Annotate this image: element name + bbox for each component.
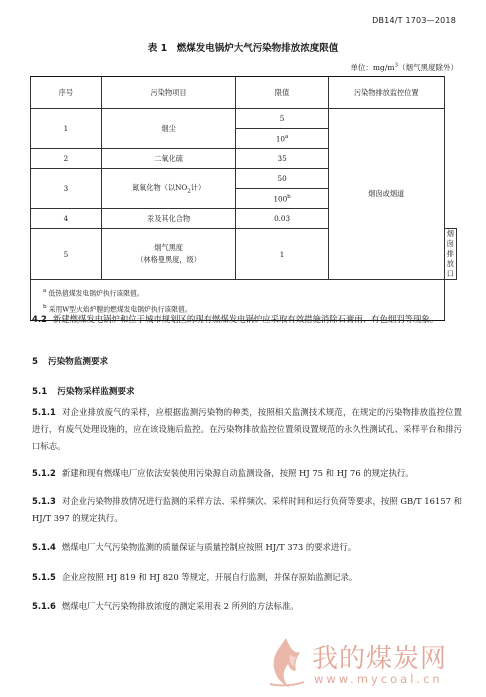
row-number: 5 [31,229,102,280]
watermark-url: www.mycoal.cn [314,672,443,686]
limit-value-text: 10 [275,134,286,144]
clause-5-1-5 [32,569,462,586]
heading-text: 污染物监测要求 [47,357,109,367]
clause-text: 对企业排放废气的采样，应根据监测污染物的种类，按照相关监测技术规范，在规定的污染物排放监控位置进行，有废气处理设施的，应在该设施后监控。在污染物排放监控位置须设置规范的永久性测试孔、采样平台和排污口标志。 [32,407,462,451]
footnote-mark: a [43,287,47,294]
clause-text: 燃煤电厂大气污染物排放浓度的测定采用表 2 所列的方法标准。 [61,601,299,611]
watermark [262,636,477,692]
row-number: 2 [31,149,102,169]
limit-value: 5 [236,109,328,129]
flame-logo-icon [264,636,308,690]
clause-text: 燃煤电厂大气污染物监测的质量保证与质量控制应按照 HJ/T 373 的要求进行。 [61,542,357,552]
unit-sup: 3 [394,62,398,69]
limit-value [236,189,328,209]
footnote-text: 低热值煤发电锅炉执行该限值。 [46,289,144,297]
clause-text: 新建和现有燃煤电厂应依法安装使用污染源自动监测设备，按照 HJ 75 和 HJ 76 的规定执行。 [61,468,414,478]
watermark-main-text: 我的煤炭网 [312,644,448,674]
emission-limits-table [30,76,457,321]
clause-number: 5.1.5 [32,572,56,582]
pollutant-item [101,229,236,280]
clause-number: 5.1.6 [32,601,56,611]
pollutant-item: 二氧化硫 [101,149,236,169]
pollutant-item: 烟尘 [101,109,236,149]
unit-suffix: （烟气黑度除外） [398,63,458,72]
pollutant-item [101,169,236,209]
column-header: 污染物项目 [101,77,236,109]
pollutant-item-text: 氮氧化物（以NO [131,182,188,192]
clause-number: 5.1.2 [32,468,56,478]
heading-number: 5.1 [32,387,48,397]
clause-number: 5.1.4 [32,542,56,552]
clause-text: 企业应按照 HJ 819 和 HJ 820 等规定，开展自行监测，并保存原始监测记录。 [61,572,358,582]
footnote-mark: b [287,193,291,200]
limit-value: 35 [236,149,328,169]
clause-number: 5.1.1 [32,407,56,417]
row-number: 3 [31,169,102,209]
clause-5-1-4 [32,539,462,556]
limit-value: 0.03 [236,209,328,229]
table-row [31,109,457,129]
heading-5-1 [32,385,135,397]
limit-value-text: 100 [273,194,288,204]
table-title: 表 1 燃煤发电锅炉大气污染物排放浓度限值 [147,43,339,54]
footnote-mark: a [285,133,289,140]
clause-number: 5.1.3 [32,496,56,506]
clause-5-1-6 [32,598,462,615]
limit-value: 50 [236,169,328,189]
footnote-a [43,284,432,300]
column-header: 限值 [236,77,328,109]
subscript: 2 [187,188,191,195]
unit-note [350,62,458,73]
footnote-text: 采用W型火焰炉膛的燃煤发电锅炉执行该限值。 [46,305,192,314]
footnote-mark: b [43,304,47,310]
pollutant-item-text: 计） [190,182,206,192]
monitoring-location: 烟囱排放口 [444,229,456,280]
pollutant-item-line: （林格曼黑度，级） [136,255,201,264]
column-header: 污染物排放监控位置 [328,77,444,109]
document-id: DB14/T 1703—2018 [372,16,456,25]
clause-number: 4.2 [32,314,47,324]
row-number: 1 [31,109,102,149]
table-header-row [31,77,457,109]
column-header: 序号 [31,77,102,109]
monitoring-location: 烟囱或烟道 [328,109,444,280]
clause-4-2 [32,311,462,328]
limit-value [236,129,328,149]
limit-value: 1 [236,229,328,280]
heading-5 [32,355,108,367]
clause-5-1-2 [32,465,462,482]
heading-number: 5 [32,357,38,367]
unit-prefix: 单位：mg/m [350,63,395,72]
clause-5-1-3 [32,493,462,527]
heading-text: 污染物采样监测要求 [57,387,135,397]
clause-text: 对企业污染物排放情况进行监测的采样方法、采样频次、采样时间和运行负荷等要求，按照 GB/T 16157 和 HJ/T 397 的规定执行。 [32,496,462,523]
clause-5-1-1 [32,404,462,455]
pollutant-item-line: 烟气黑度 [154,243,183,252]
pollutant-item: 汞及其化合物 [101,209,236,229]
clause-text: 新建燃煤发电锅炉和位于城市规划区的现有燃煤发电锅炉应采取有效措施消除石膏雨、有色烟羽等现象。 [52,314,439,324]
row-number: 4 [31,209,102,229]
